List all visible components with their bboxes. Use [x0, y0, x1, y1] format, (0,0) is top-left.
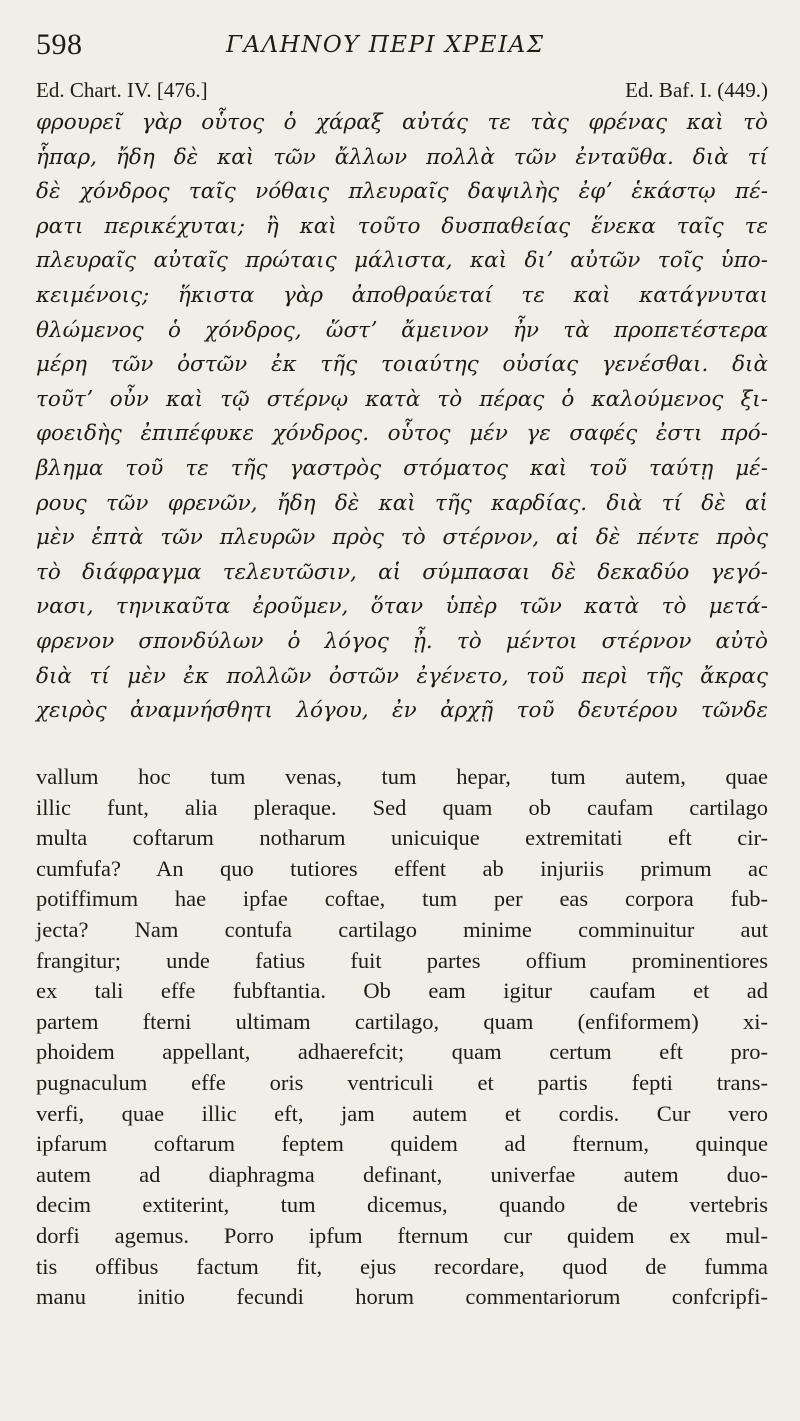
latin-text-block [36, 762, 768, 1313]
greek-line: πλευραῖς αὐταῖς πρώταις μάλιστα, καὶ διʼ αὐτῶν τοῖς ὑπο- [36, 248, 768, 274]
edition-reference-basel: Ed. Baf. I. (449.) [625, 78, 768, 102]
latin-line: pugnaculum effe oris ventriculi et partis fepti trans- [36, 1069, 768, 1095]
greek-line: μὲν ἑπτὰ τῶν πλευρῶν πρὸς τὸ στέρνον, αἱ δὲ πέντε πρὸς [36, 525, 768, 551]
greek-line: κειμένοις; ἥκιστα γὰρ ἀποθραύεταί τε καὶ κατάγνυται [36, 282, 768, 308]
greek-line: φρουρεῖ γὰρ οὗτος ὁ χάραξ αὐτάς τε τὰς φρένας καὶ τὸ [36, 110, 768, 135]
greek-line: ρατι περικέχυται; ἢ καὶ τοῦτο δυσπαθείας ἕνεκα ταῖς τε [36, 213, 768, 239]
greek-line: νασι, τηνικαῦτα ἐροῦμεν, ὅταν ὑπὲρ τῶν κατὰ τὸ μετά- [36, 594, 768, 620]
greek-line: φρενον σπονδύλων ὁ λόγος ᾖ. τὸ μέντοι στέρνον αὐτὸ [36, 628, 768, 654]
greek-line: θλώμενος ὁ χόνδρος, ὥστʼ ἄμεινον ἦν τὰ προπετέστερα [36, 317, 768, 343]
latin-line: ex tali effe fubftantia. Ob eam igitur caufam et ad [36, 978, 768, 1004]
latin-line: multa coftarum notharum unicuique extremitati eft cir- [36, 825, 768, 851]
greek-line: χειρὸς ἀναμνήσθητι λόγου, ἐν ἀρχῇ τοῦ δευτέρου τῶνδε [36, 698, 768, 724]
page-header [36, 28, 768, 68]
latin-line: vallum hoc tum venas, tum hepar, tum autem, quae [36, 764, 768, 789]
running-title: ΓΑΛΗΝΟΥ ΠΕΡΙ ΧΡΕΙΑΣ [226, 32, 545, 58]
greek-line: ρους τῶν φρενῶν, ἤδη δὲ καὶ τῆς καρδίας. διὰ τί δὲ αἱ [36, 490, 768, 516]
latin-line: tis offibus factum fit, ejus recordare, quod de fumma [36, 1253, 768, 1279]
greek-line: φοειδὴς ἐπιπέφυκε χόνδρος. οὗτος μέν γε σαφές ἐστι πρό- [36, 421, 768, 447]
greek-line: βλημα τοῦ τε τῆς γαστρὸς στόματος καὶ τοῦ ταύτῃ μέ- [36, 455, 768, 481]
greek-line: μέρη τῶν ὀστῶν ἐκ τῆς τοιαύτης οὐσίας γενέσθαι. διὰ [36, 352, 768, 378]
latin-line: phoidem appellant, adhaerefcit; quam certum eft pro- [36, 1039, 768, 1065]
page-number: 598 [36, 28, 83, 61]
greek-line: διὰ τί μὲν ἐκ πολλῶν ὀστῶν ἐγένετο, τοῦ περὶ τῆς ἄκρας [36, 663, 768, 689]
greek-text-block [36, 106, 768, 729]
latin-line: frangitur; unde fatius fuit partes offium prominentiores [36, 947, 768, 973]
latin-line: ipfarum coftarum feptem quidem ad fternum, quinque [36, 1131, 768, 1157]
latin-line: cumfufa? An quo tutiores effent ab injuriis primum ac [36, 855, 768, 881]
greek-line: ἧπαρ, ἤδη δὲ καὶ τῶν ἄλλων πολλὰ τῶν ἐνταῦθα. διὰ τί [36, 144, 768, 170]
greek-line: τοῦτʼ οὖν καὶ τῷ στέρνῳ κατὰ τὸ πέρας ὁ καλούμενος ξι- [36, 386, 768, 412]
edition-reference-chart: Ed. Chart. IV. [476.] [36, 78, 208, 102]
latin-line: dorfi agemus. Porro ipfum fternum cur quidem ex mul- [36, 1222, 768, 1248]
greek-line: δὲ χόνδρος ταῖς νόθαις πλευραῖς δαψιλὴς ἐφʼ ἑκάστῳ πέ- [36, 179, 768, 205]
latin-line: autem ad diaphragma definant, univerfae autem duo- [36, 1161, 768, 1187]
latin-line: decim extiterint, tum dicemus, quando de vertebris [36, 1192, 768, 1218]
latin-line: jecta? Nam contufa cartilago minime comminuitur aut [36, 916, 768, 942]
latin-line: illic funt, alia pleraque. Sed quam ob caufam cartilago [36, 794, 768, 820]
greek-line: τὸ διάφραγμα τελευτῶσιν, αἱ σύμπασαι δὲ δεκαδύο γεγό- [36, 559, 768, 585]
latin-line: partem fterni ultimam cartilago, quam (enfiformem) xi- [36, 1008, 768, 1034]
latin-line: manu initio fecundi horum commentariorum confcripfi- [36, 1284, 768, 1310]
latin-line: verfi, quae illic eft, jam autem et cordis. Cur vero [36, 1100, 768, 1126]
edition-references [36, 78, 768, 106]
latin-line: potiffimum hae ipfae coftae, tum per eas corpora fub- [36, 886, 768, 912]
